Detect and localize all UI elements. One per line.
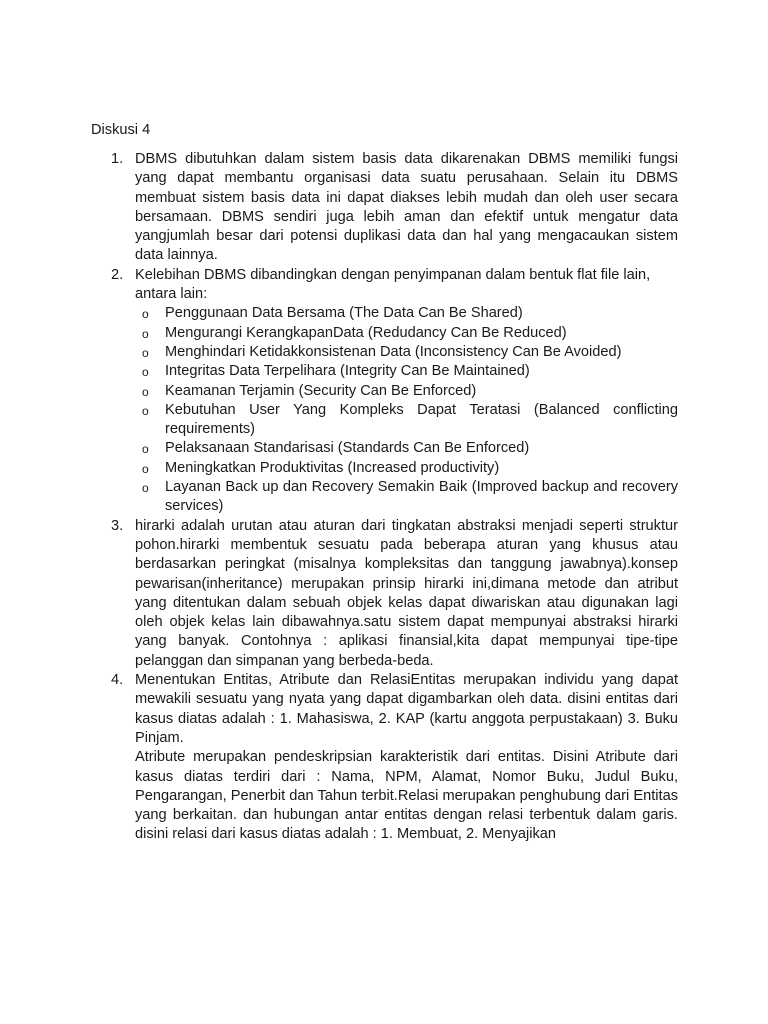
list-item-text: DBMS dibutuhkan dalam sistem basis data dikarenakan DBMS memiliki fungsi yang dapat membantu organisasi data suatu perusahaan. Selain itu DBMS membuat sistem basis data ini dapat diakses lebih mudah dan oleh user secara bersamaan. DBMS sendiri juga lebih aman dan efektif untuk mengatur data yangjumlah besar dari potensi duplikasi data dan hal yang mengacaukan sistem data lainnya. [135, 151, 678, 264]
list-number: 1. [111, 151, 124, 167]
list-number: 3. [111, 517, 124, 534]
list-item-text: Atribute merupakan pendeskripsian karakteristik dari entitas. Disini Atribute dari kasus diatas terdiri dari : Nama, NPM, Alamat, Nomor Buku, Judul Buku, Pengarangan, Penerbit dan Tahun terbit.Relasi merupakan penghubung dari Entitas yang berkaitan. dan hubungan antar entitas dengan relasi terbentuk dalam garis. disini relasi dari kasus diatas adalah : 1. Membuat, 2. Menyajikan [135, 749, 678, 843]
list-item-text: Menentukan Entitas, Atribute dan RelasiEntitas merupakan individu yang dapat mewakili sesuatu yang nyata yang dapat digambarkan oleh data. disini entitas dari kasus diatas adalah : 1. Mahasiswa, 2. KAP (kartu anggota perpustakaan) 3. Buku Pinjam. [135, 672, 678, 746]
bullet-marker: o [142, 345, 149, 360]
list-item-text: hirarki adalah urutan atau aturan dari tingkatan abstraksi menjadi seperti struktur pohon.hirarki membentuk sesuatu pada beberapa aturan yang khusus atau berdasarkan peringkat (misalnya kompleksitas dan tanggung jawabnya).konsep pewarisan(inheritance) merupakan prinsip hirarki ini,dimana metode dan atribut yang ditentukan dalam sebuah objek kelas dapat diwariskan atau digunakan lagi oleh objek kelas lain dibawahnya.satu sistem dapat mempunyai abstraksi hirarki yang banyak. Contohnya : aplikasi finansial,kita dapat mempunyai tipe-tipe pelanggan dan simpanan yang berbeda-beda. [135, 517, 678, 669]
bullet-marker: o [142, 326, 149, 341]
list-number: 4. [111, 672, 124, 689]
bullet-text: Menghindari Ketidakkonsistenan Data (Inconsistency Can Be Avoided) [165, 343, 622, 360]
bullet-marker: o [142, 403, 149, 418]
bullet-text: Kebutuhan User Yang Kompleks Dapat Teratasi (Balanced conflicting requirements) [165, 401, 678, 438]
bullet-marker: o [142, 384, 149, 399]
bullet-text: Penggunaan Data Bersama (The Data Can Be Shared) [165, 305, 523, 322]
list-item-1 [91, 150, 678, 266]
numbered-list [91, 150, 678, 845]
bullet-text: Layanan Back up dan Recovery Semakin Baik (Improved backup and recovery services) [165, 479, 678, 515]
list-item-2 [91, 266, 678, 517]
bullet-list [135, 304, 678, 516]
bullet-marker: o [142, 481, 149, 496]
list-item-intro: Kelebihan DBMS dibandingkan dengan penyimpanan dalam bentuk flat file lain, antara lain: [135, 266, 651, 303]
bullet-text: Integritas Data Terpelihara (Integrity Can Be Maintained) [165, 363, 530, 380]
bullet-item [135, 362, 678, 381]
bullet-item [135, 343, 678, 362]
bullet-text: Pelaksanaan Standarisasi (Standards Can Be Enforced) [165, 440, 530, 457]
list-item-3 [91, 517, 678, 671]
bullet-marker: o [142, 461, 149, 476]
bullet-text: Keamanan Terjamin (Security Can Be Enforced) [165, 382, 477, 399]
list-number: 2. [111, 266, 124, 283]
bullet-item [135, 382, 678, 401]
bullet-marker: o [142, 442, 149, 457]
bullet-item [135, 478, 678, 517]
bullet-marker: o [142, 307, 149, 322]
list-item-4 [91, 671, 678, 845]
document-title: Diskusi 4 [91, 122, 151, 138]
bullet-item [135, 459, 678, 478]
bullet-item [135, 324, 678, 343]
bullet-item [135, 439, 678, 458]
bullet-text: Mengurangi KerangkapanData (Redudancy Can Be Reduced) [165, 324, 567, 341]
bullet-marker: o [142, 365, 149, 380]
bullet-item [135, 401, 678, 440]
bullet-item [135, 304, 678, 323]
bullet-text: Meningkatkan Produktivitas (Increased productivity) [165, 459, 500, 476]
